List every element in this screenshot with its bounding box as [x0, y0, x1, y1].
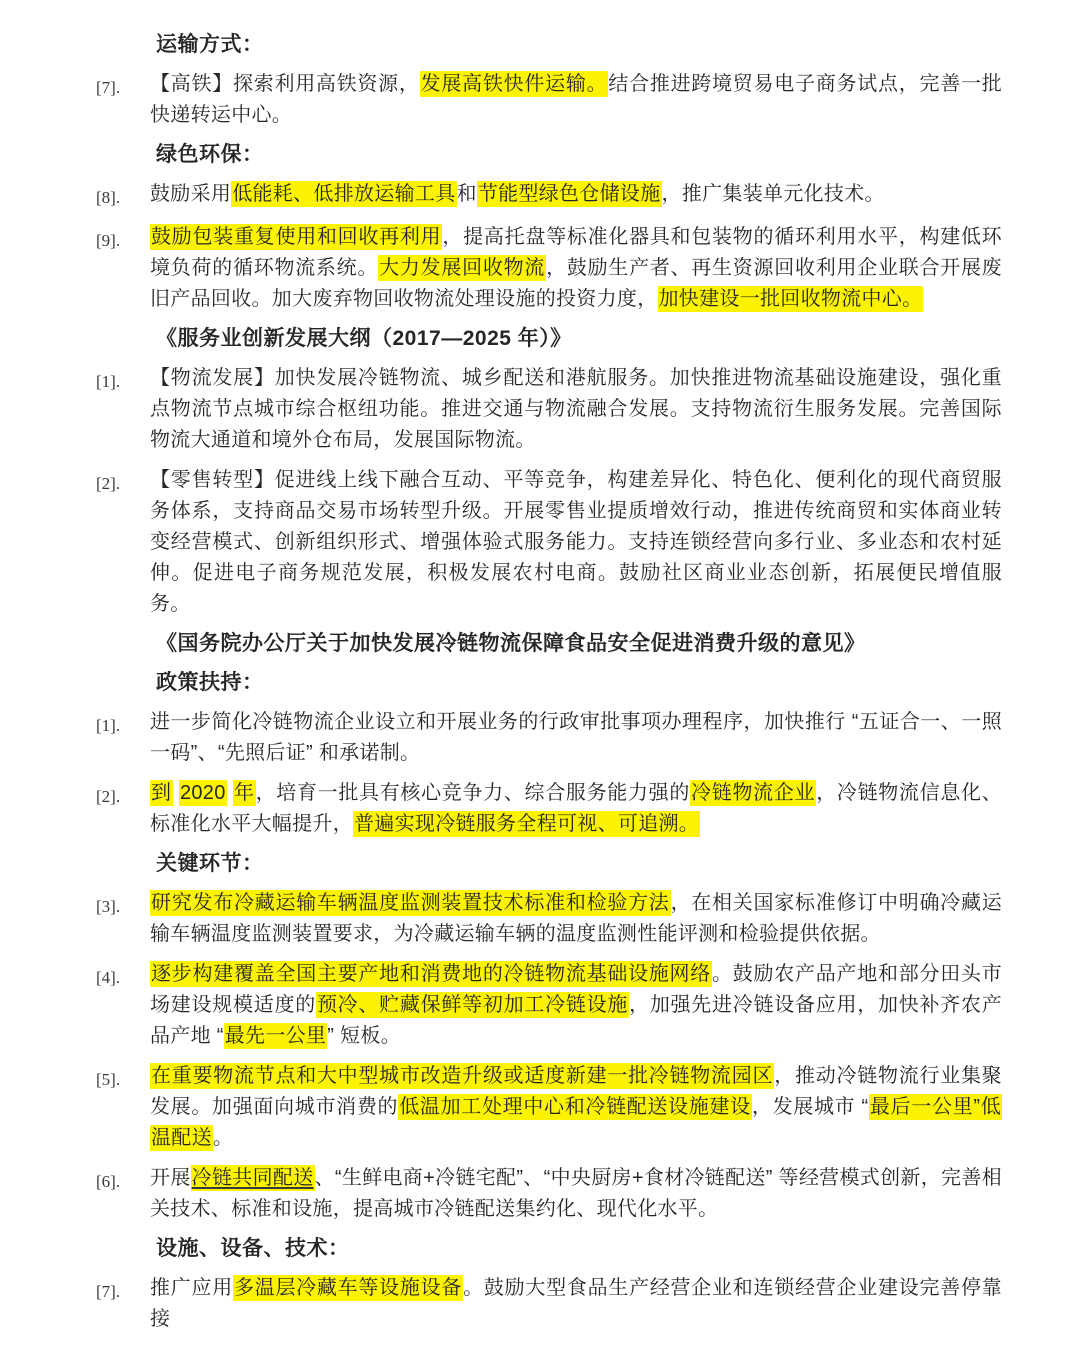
- numbered-item: [96, 707, 1002, 769]
- item-number: [8].: [96, 188, 121, 207]
- plain-text: 推广应用: [150, 1277, 233, 1299]
- item-number: [6].: [96, 1172, 121, 1191]
- highlighted-text: 低温加工处理中心和冷链配送设施建设: [399, 1096, 751, 1118]
- highlighted-text: 年: [233, 782, 255, 804]
- item-text: [150, 363, 1002, 456]
- item-number: [1].: [96, 716, 121, 735]
- plain-text: [227, 782, 233, 804]
- highlighted-text: 最后一公里”低温配送: [151, 1096, 1001, 1149]
- highlighted-text: 低能耗、低排放运输工具: [232, 183, 456, 205]
- plain-text: 。鼓励大型食品生产经营企业和连锁经营企业建设完善停靠接: [150, 1277, 1002, 1330]
- highlighted-text: 研究发布冷藏运输车辆温度监测装置技术标准和检验方法: [151, 892, 670, 914]
- numbered-item: [96, 1273, 1002, 1335]
- item-text: [150, 465, 1002, 620]
- numbered-item: [96, 179, 1002, 213]
- highlighted-text: 最先一公里: [224, 1025, 327, 1047]
- section-heading: 政策扶持：: [156, 671, 264, 694]
- section-heading: 《服务业创新发展大纲（2017—2025 年）》: [156, 327, 572, 350]
- plain-text: ，冷链物流信息化、标准化水平大幅提升，: [150, 782, 1003, 835]
- item-text: [150, 69, 1002, 131]
- plain-text: 。鼓励农产品产地和部分田头市场建设规模适度的: [150, 963, 1002, 1016]
- plain-text: ，发展城市 “: [751, 1096, 869, 1118]
- highlighted-text: 大力发展回收物流: [379, 257, 546, 279]
- item-text: [150, 778, 1002, 840]
- section-heading: 运输方式：: [156, 33, 264, 56]
- numbered-item: [96, 1163, 1002, 1225]
- section-heading: 《国务院办公厅关于加快发展冷链物流保障食品安全促进消费升级的意见》: [156, 632, 866, 655]
- highlighted-text: 预冷、贮藏保鲜等初加工冷链设施: [316, 994, 629, 1016]
- numbered-item: [96, 363, 1002, 456]
- item-number: [3].: [96, 897, 121, 916]
- highlighted-text: 在重要物流节点和大中型城市改造升级或适度新建一批冷链物流园区: [151, 1065, 774, 1087]
- numbered-item: [96, 465, 1002, 620]
- item-text: [150, 1061, 1002, 1154]
- plain-text: ，培育一批具有核心竞争力、综合服务能力强的: [255, 782, 691, 804]
- highlighted-text: 节能型绿色仓储设施: [477, 183, 661, 205]
- highlighted-text: 鼓励包装重复使用和回收再利用: [151, 226, 442, 248]
- item-text: [150, 707, 1002, 769]
- plain-text: 【高铁】探索利用高铁资源，: [150, 73, 420, 95]
- item-text: [150, 1163, 1002, 1225]
- item-text: [150, 959, 1002, 1052]
- section-heading: 关键环节：: [156, 852, 264, 875]
- highlighted-underlined-text: 冷链共同配送: [191, 1167, 314, 1189]
- numbered-item: [96, 222, 1002, 315]
- plain-text: 和: [456, 183, 477, 205]
- highlighted-text: 2020: [179, 782, 226, 804]
- item-number: [1].: [96, 372, 121, 391]
- item-number: [7].: [96, 1282, 121, 1301]
- plain-text: 进一步简化冷链物流企业设立和开展业务的行政审批事项办理程序，加快推行 “五证合一、一照一码”、“先照后证” 和承诺制。: [150, 711, 1002, 764]
- section-heading: 绿色环保：: [156, 143, 264, 166]
- highlighted-text: 多温层冷藏车等设施设备: [233, 1277, 463, 1299]
- plain-text: 鼓励采用: [150, 183, 232, 205]
- highlighted-text: 逐步构建覆盖全国主要产地和消费地的冷链物流基础设施网络: [151, 963, 712, 985]
- numbered-item: [96, 959, 1002, 1052]
- item-number: [5].: [96, 1070, 121, 1089]
- plain-text: ，加强先进冷链设备应用，加快补齐农产品产地 “: [150, 994, 1002, 1047]
- plain-text: ，提高托盘等标准化器具和包装物的循环利用水平，构建低环境负荷的循环物流系统。: [150, 226, 1002, 279]
- numbered-item: [96, 888, 1002, 950]
- numbered-item: [96, 1061, 1002, 1154]
- plain-text: 结合推进跨境贸易电子商务试点，完善一批快递转运中心。: [150, 73, 1003, 126]
- item-number: [2].: [96, 474, 121, 493]
- plain-text: 【物流发展】加快发展冷链物流、城乡配送和港航服务。加快推进物流基础设施建设，强化重点物流节点城市综合枢纽功能。推进交通与物流融合发展。支持物流衍生服务发展。完善国际物流大通道和境外仓布局，发展国际物流。: [150, 367, 1002, 451]
- item-number: [4].: [96, 968, 121, 987]
- section-heading: 设施、设备、技术：: [156, 1237, 350, 1260]
- item-text: [150, 1273, 1002, 1335]
- plain-text: 【零售转型】促进线上线下融合互动、平等竞争，构建差异化、特色化、便利化的现代商贸服务体系，支持商品交易市场转型升级。开展零售业提质增效行动，推进传统商贸和实体商业转变经营模式、创新组织形式、增强体验式服务能力。支持连锁经营向多行业、多业态和农村延伸。促进电子商务规范发展，积极发展农村电商。鼓励社区商业业态创新，拓展便民增值服务。: [150, 469, 1002, 615]
- highlighted-text: 加快建设一批回收物流中心。: [658, 288, 923, 310]
- item-number: [2].: [96, 787, 121, 806]
- item-text: [150, 888, 1002, 950]
- document-body: [96, 30, 1002, 1335]
- plain-text: ，推动冷链物流行业集聚发展。加强面向城市消费的: [150, 1065, 1002, 1118]
- highlighted-text: 到: [151, 782, 172, 804]
- highlighted-text: 冷链物流企业: [691, 782, 816, 804]
- item-number: [9].: [96, 231, 121, 250]
- numbered-item: [96, 69, 1002, 131]
- highlighted-text: 发展高铁快件运输。: [420, 73, 608, 95]
- plain-text: ” 短板。: [327, 1025, 401, 1047]
- plain-text: 、“生鲜电商+冷链宅配”、“中央厨房+食材冷链配送” 等经营模式创新，完善相关技术、标准和设施，提高城市冷链配送集约化、现代化水平。: [150, 1167, 1002, 1220]
- highlighted-text: 普遍实现冷链服务全程可视、可追溯。: [354, 813, 700, 835]
- plain-text: 开展: [150, 1167, 191, 1189]
- plain-text: ，鼓励生产者、再生资源回收利用企业联合开展废旧产品回收。加大废弃物回收物流处理设施的投资力度，: [150, 257, 1002, 310]
- plain-text: ，在相关国家标准修订中明确冷藏运输车辆温度监测装置要求，为冷藏运输车辆的温度监测性能评测和检验提供依据。: [150, 892, 1002, 945]
- numbered-item: [96, 778, 1002, 840]
- plain-text: ，推广集装单元化技术。: [661, 183, 885, 205]
- item-number: [7].: [96, 78, 121, 97]
- item-text: [150, 179, 1002, 210]
- plain-text: 。: [212, 1127, 234, 1149]
- item-text: [150, 222, 1002, 315]
